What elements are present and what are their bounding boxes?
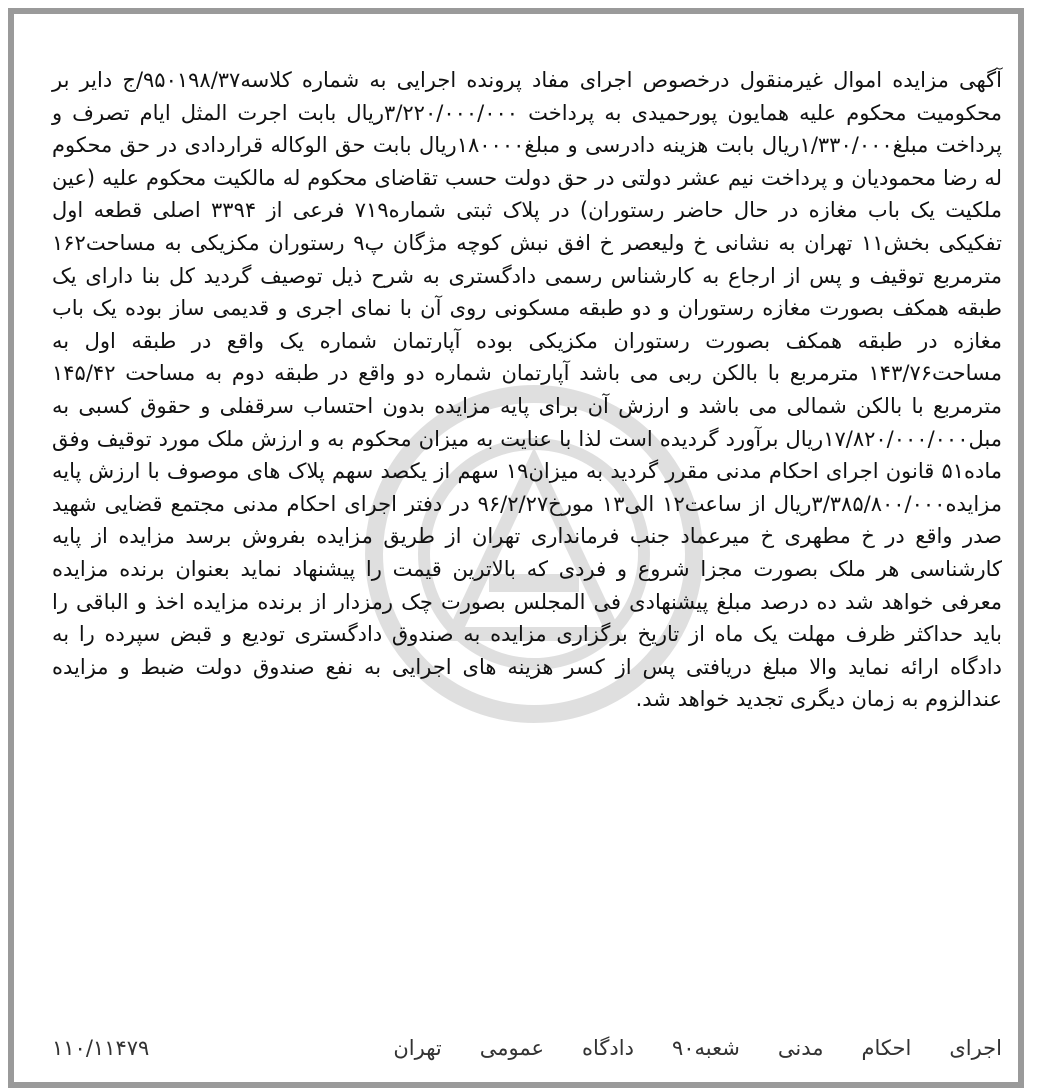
notice-footer (52, 1030, 1002, 1066)
issuer-signature (355, 1036, 1002, 1060)
notice-number: ۱۱۰/۱۱۴۷۹ (52, 1036, 150, 1060)
issuer-word: مدنی (777, 1036, 824, 1060)
auction-notice (52, 64, 1002, 716)
notice-body: آگهی مزایده اموال غیرمنقول درخصوص اجرای مفاد پرونده اجرایی به شماره کلاسه۹۵۰۱۹۸/۳۷/ج دایر بر محکومیت محکوم علیه همایون پورحمیدی به پرداخت ۳/۲۲۰/۰۰۰/۰۰۰ریال بابت اجرت المثل ایام تصرف و پرداخت مبلغ۱/۳۳۰/۰۰۰ریال بابت هزینه دادرسی و مبلغ۱۸۰۰۰۰ریال بابت حق الوکاله قراردادی در حق محکوم له رضا محمودیان و پرداخت نیم عشر دولتی در حق دولت حسب تقاضای محکوم له مالکیت محکوم علیه (عین ملکیت یک باب مغازه در حال حاضر رستوران) در پلاک ثبتی شماره۷۱۹ فرعی از ۳۳۹۴ اصلی قطعه اول تفکیکی بخش۱۱ تهران به نشانی خ ولیعصر خ افق نبش کوچه مژگان پ۹ رستوران مکزیکی به مساحت۱۶۲ مترمربع توقیف و پس از ارجاع به کارشناس رسمی دادگستری به شرح ذیل توصیف گردید کل بنا دارای یک طبقه همکف بصورت مغازه رستوران و دو طبقه مسکونی روی آن با نمای اجری و قدیمی ساز بوده یک باب مغازه در طبقه همکف بصورت رستوران مکزیکی بوده آپارتمان شماره یک واقع در طبقه اول به مساحت۱۴۳/۷۶ مترمربع با بالکن ربی می باشد آپارتمان شماره دو واقع در طبقه دوم به مساحت ۱۴۵/۴۲ مترمربع با بالکن شمالی می باشد و ارزش آن برای پایه مزایده بدون احتساب سرقفلی و حقوق کسبی به مبل۱۷/۸۲۰/۰۰۰/۰۰۰ریال برآورد گردیده است لذا با عنایت به میزان محکوم به و ارزش ملک مورد توقیف وفق ماده۵۱ قانون اجرای احکام مدنی مقرر گردید به میزان۱۹ سهم از یکصد سهم پلاک های موصوف با ارزش پایه مزایده۳/۳۸۵/۸۰۰/۰۰۰ریال از ساعت۱۲ الی۱۳ مورخ۹۶/۲/۲۷ در دفتر اجرای احکام مدنی مجتمع قضایی شهید صدر واقع در خ مطهری خ میرعماد جنب فرمانداری تهران از طریق مزایده بفروش برسد مزایده از پایه کارشناسی هر ملک بصورت مجزا شروع و فردی که بالاترین قیمت را پیشنهاد نماید بعنوان برنده مزایده معرفی خواهد شد ده درصد مبلغ پیشنهادی فی المجلس بصورت چک رمزدار از برنده مزایده اخذ و الباقی را باید حداکثر ظرف مهلت یک ماه از تاریخ برگزاری مزایده به صندوق دادگستری تودیع و قبض سپرده را به دادگاه ارائه نماید والا مبلغ دریافتی پس از کسر هزینه های اجرایی به نفع صندوق دولت ضبط و مزایده عندالزوم به زمان دیگری تجدید خواهد شد. (52, 68, 1003, 712)
issuer-word: شعبه۹۰ (671, 1036, 740, 1060)
issuer-word: تهران (393, 1036, 442, 1060)
issuer-word: احکام (861, 1036, 912, 1060)
issuer-word: دادگاه (582, 1036, 634, 1060)
issuer-word: عمومی (479, 1036, 545, 1060)
issuer-word: اجرای (949, 1036, 1002, 1060)
